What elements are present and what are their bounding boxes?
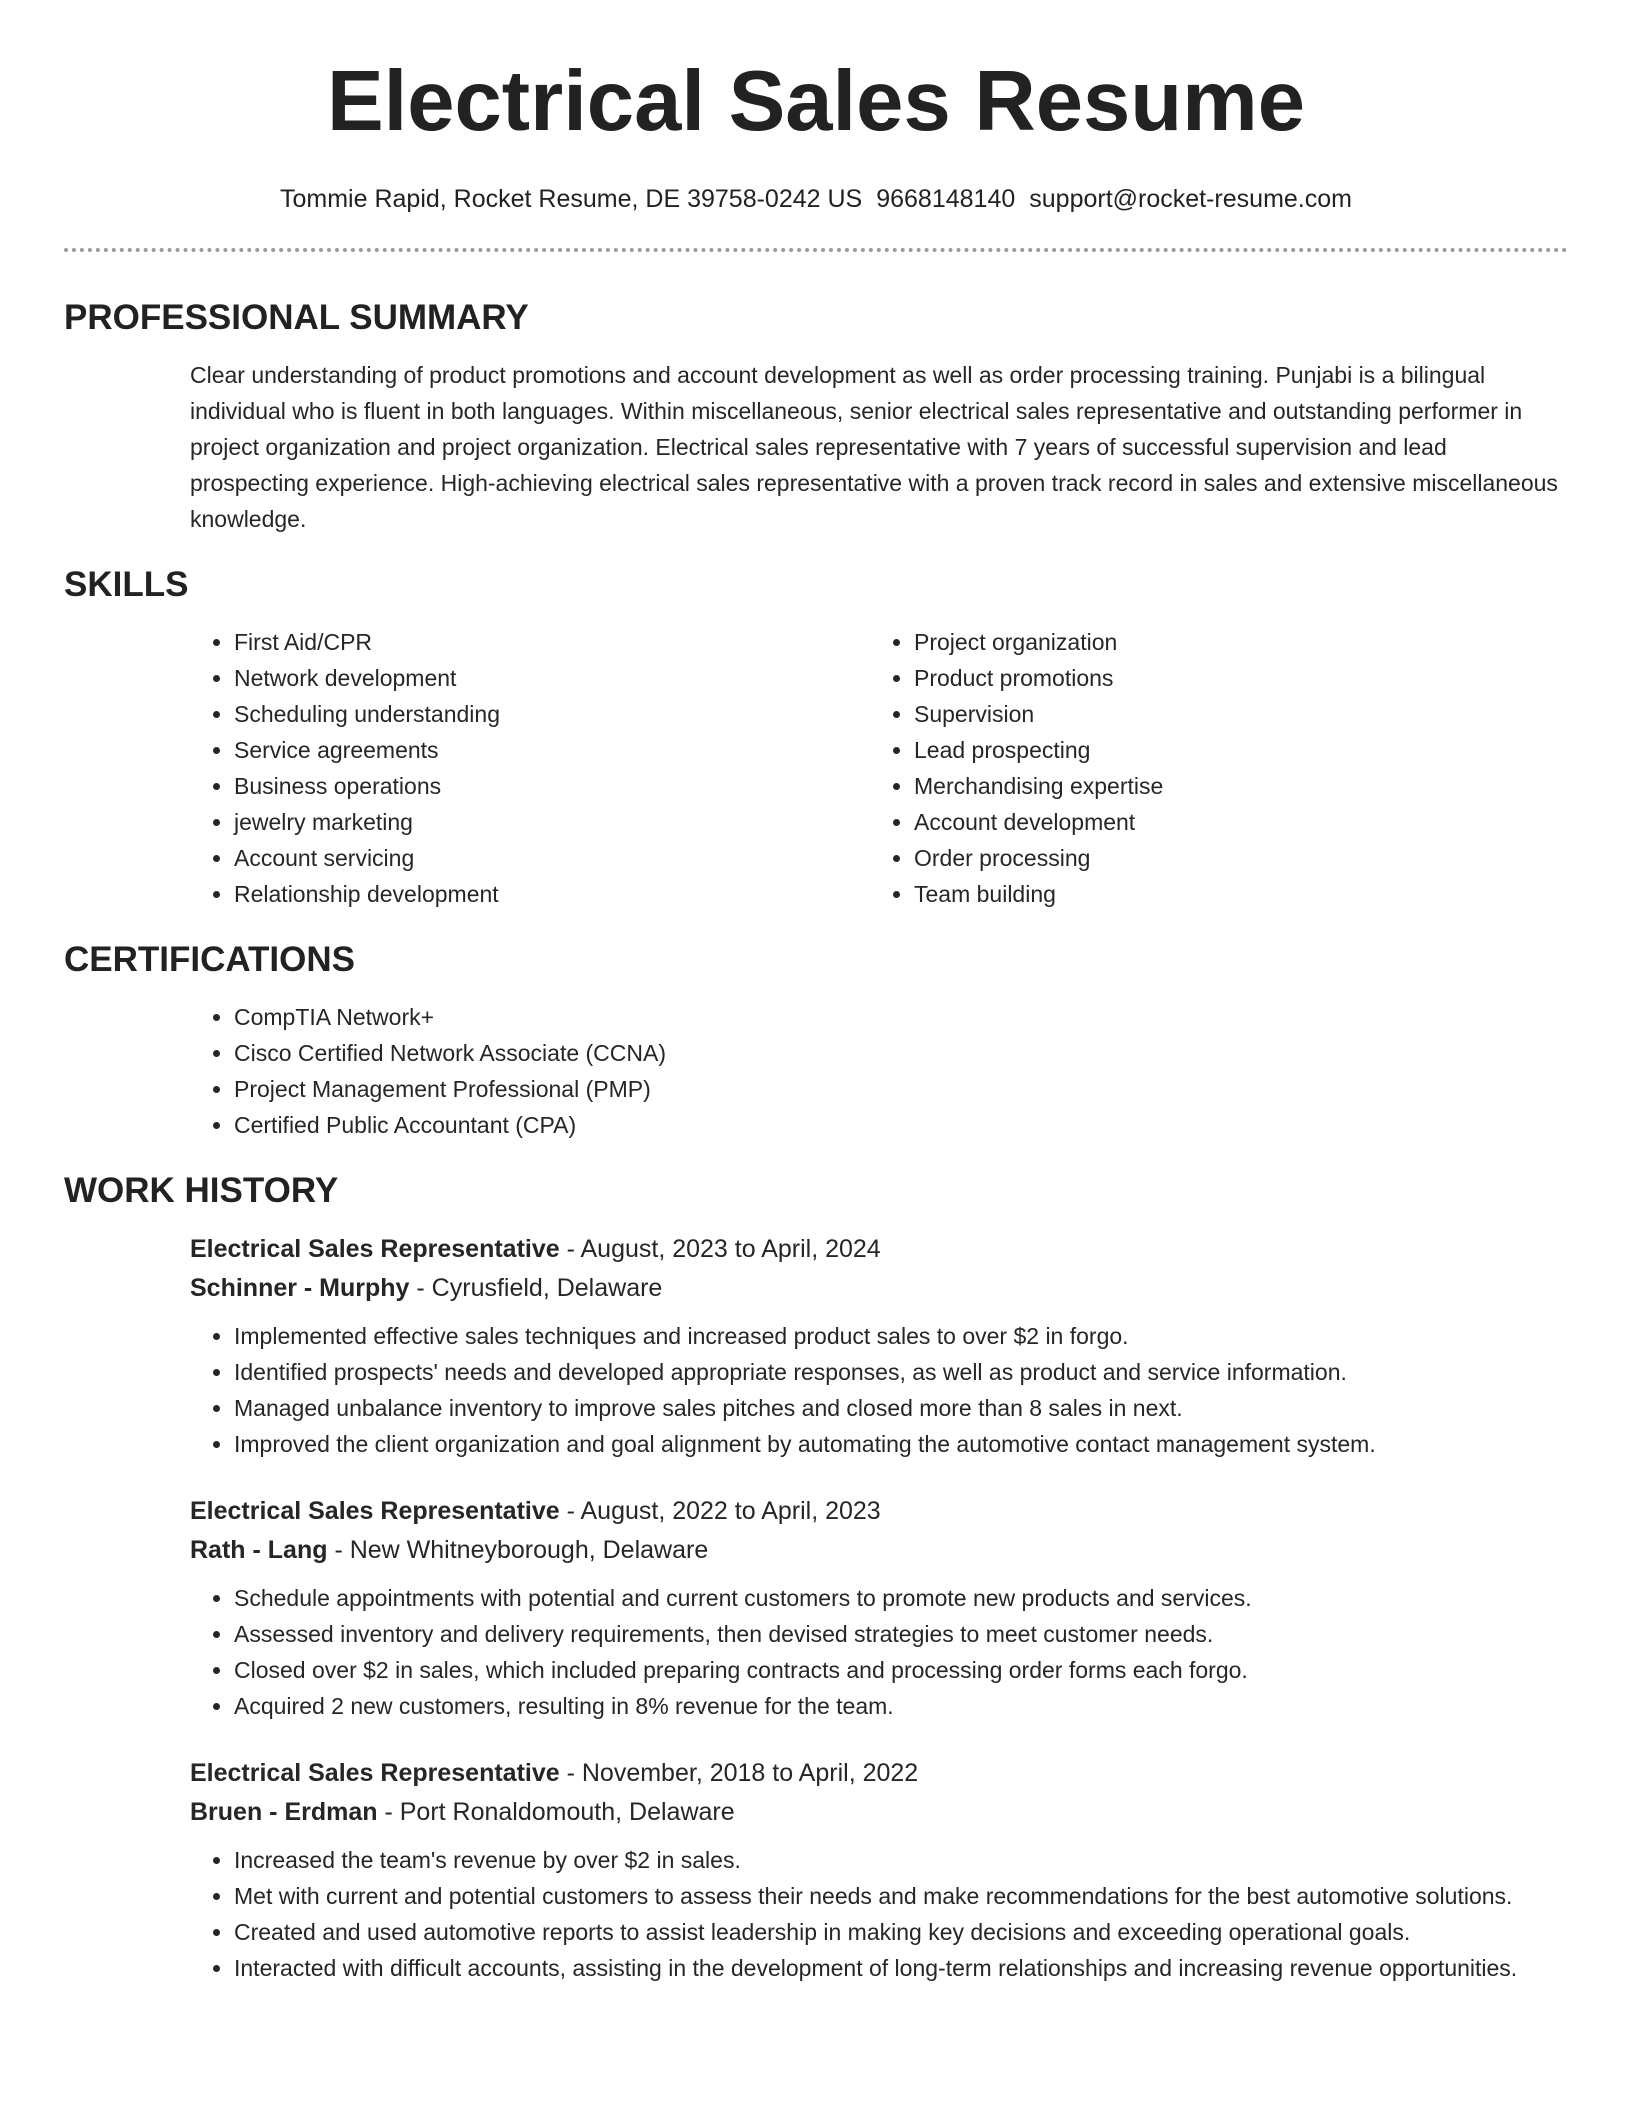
skill-item: • Lead prospecting <box>914 732 1550 768</box>
certifications-list <box>190 999 1568 1143</box>
job-title: Electrical Sales Representative <box>190 1235 560 1263</box>
contact-address: Tommie Rapid, Rocket Resume, DE 39758-0242 US <box>280 185 863 213</box>
skills-section <box>64 624 1568 912</box>
job-company: Rath - Lang <box>190 1536 328 1564</box>
job-bullet: • Met with current and potential customers to assess their needs and make recommendations for the best automotive solutions. <box>234 1878 1568 1914</box>
summary-section <box>64 357 1568 537</box>
job-entry <box>190 1230 1568 1462</box>
skills-heading: SKILLS <box>64 565 189 604</box>
contact-phone: 9668148140 <box>876 185 1016 213</box>
certification-item: • CompTIA Network+ <box>234 999 1568 1035</box>
job-title: Electrical Sales Representative <box>190 1497 560 1525</box>
skill-item: • Service agreements <box>234 732 870 768</box>
job-title-line <box>190 1754 1568 1793</box>
job-entry <box>190 1492 1568 1724</box>
job-bullet: • Interacted with difficult accounts, assisting in the development of long-term relationships and increasing revenue opportunities. <box>234 1950 1568 1986</box>
job-company: Bruen - Erdman <box>190 1798 378 1826</box>
work-history-heading: WORK HISTORY <box>64 1171 339 1210</box>
summary-text: Clear understanding of product promotions and account development as well as order processing training. Punjabi is a bilingual individual who is fluent in both languages. Within miscellaneous, senior electrical sales representative and outstanding performer in project organization and project organization. Electrical sales representative with 7 years of successful supervision and lead prospecting experience. High-achieving electrical sales representative with a proven track record in sales and extensive miscellaneous knowledge. <box>190 362 1558 532</box>
skill-item: • Team building <box>914 876 1550 912</box>
skill-item: • Scheduling understanding <box>234 696 870 732</box>
skill-item: • First Aid/CPR <box>234 624 870 660</box>
skills-column-right <box>870 624 1550 912</box>
skill-item: • Order processing <box>914 840 1550 876</box>
certifications-heading: CERTIFICATIONS <box>64 940 356 979</box>
certification-item: • Project Management Professional (PMP) <box>234 1071 1568 1107</box>
job-dates: - November, 2018 to April, 2022 <box>559 1759 919 1787</box>
job-company-line <box>190 1531 1568 1570</box>
skill-item: • Supervision <box>914 696 1550 732</box>
skills-grid <box>190 624 1568 912</box>
job-location: - Port Ronaldomouth, Delaware <box>377 1798 735 1826</box>
job-bullet: • Increased the team's revenue by over $2 in sales. <box>234 1842 1568 1878</box>
skill-item: • Product promotions <box>914 660 1550 696</box>
job-dates: - August, 2022 to April, 2023 <box>559 1497 881 1525</box>
job-title-line <box>190 1230 1568 1269</box>
contact-line <box>64 182 1568 216</box>
job-bullets <box>190 1318 1568 1462</box>
skill-item: • Account development <box>914 804 1550 840</box>
job-company-line <box>190 1269 1568 1308</box>
job-bullet: • Implemented effective sales techniques and increased product sales to over $2 in forgo. <box>234 1318 1568 1354</box>
skill-item: • Merchandising expertise <box>914 768 1550 804</box>
work-history-section <box>64 1230 1568 1986</box>
certification-item: • Certified Public Accountant (CPA) <box>234 1107 1568 1143</box>
job-location: - New Whitneyborough, Delaware <box>327 1536 709 1564</box>
job-bullets <box>190 1842 1568 1986</box>
skill-item: • Relationship development <box>234 876 870 912</box>
job-bullet: • Assessed inventory and delivery requirements, then devised strategies to meet customer needs. <box>234 1616 1568 1652</box>
skill-item: • Project organization <box>914 624 1550 660</box>
skill-item: • jewelry marketing <box>234 804 870 840</box>
page-title: Electrical Sales Resume <box>326 54 1306 149</box>
job-company: Schinner - Murphy <box>190 1274 410 1302</box>
skills-list-left <box>190 624 870 912</box>
job-company-line <box>190 1793 1568 1832</box>
job-title-line <box>190 1492 1568 1531</box>
job-location: - Cyrusfield, Delaware <box>409 1274 663 1302</box>
job-bullet: • Closed over $2 in sales, which included preparing contracts and processing order forms each forgo. <box>234 1652 1568 1688</box>
certifications-section <box>64 999 1568 1143</box>
job-dates: - August, 2023 to April, 2024 <box>559 1235 881 1263</box>
job-bullet: • Managed unbalance inventory to improve sales pitches and closed more than 8 sales in next. <box>234 1390 1568 1426</box>
contact-email: support@rocket-resume.com <box>1029 185 1352 213</box>
skill-item: • Network development <box>234 660 870 696</box>
job-entry <box>190 1754 1568 1986</box>
skills-column-left <box>190 624 870 912</box>
certification-item: • Cisco Certified Network Associate (CCNA) <box>234 1035 1568 1071</box>
skill-item: • Business operations <box>234 768 870 804</box>
job-title: Electrical Sales Representative <box>190 1759 560 1787</box>
job-bullet: • Created and used automotive reports to assist leadership in making key decisions and exceeding operational goals. <box>234 1914 1568 1950</box>
skills-list-right <box>870 624 1550 912</box>
job-bullets <box>190 1580 1568 1724</box>
job-bullet: • Improved the client organization and goal alignment by automating the automotive contact management system. <box>234 1426 1568 1462</box>
header-divider <box>64 248 1568 252</box>
job-bullet: • Schedule appointments with potential and current customers to promote new products and services. <box>234 1580 1568 1616</box>
job-bullet: • Acquired 2 new customers, resulting in 8% revenue for the team. <box>234 1688 1568 1724</box>
job-bullet: • Identified prospects' needs and developed appropriate responses, as well as product and service information. <box>234 1354 1568 1390</box>
summary-heading: PROFESSIONAL SUMMARY <box>64 298 529 337</box>
skill-item: • Account servicing <box>234 840 870 876</box>
